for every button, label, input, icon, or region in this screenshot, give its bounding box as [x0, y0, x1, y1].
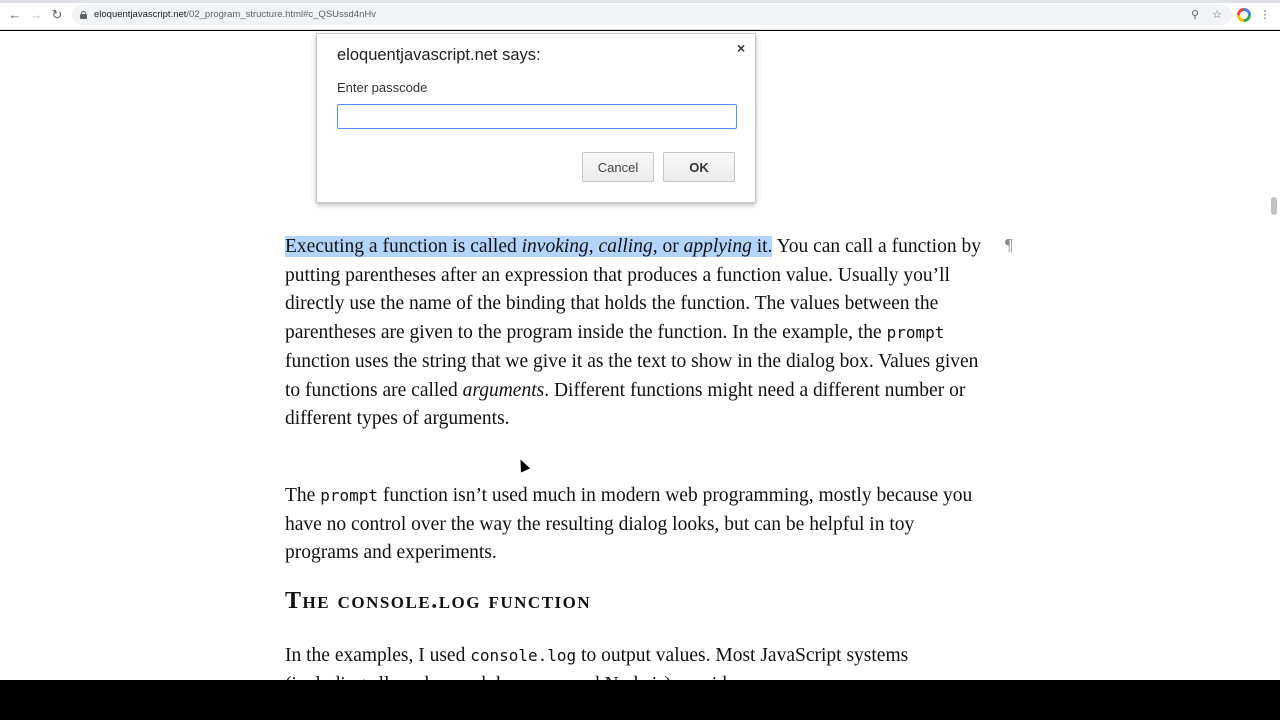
- reload-icon[interactable]: ↻: [51, 7, 63, 22]
- passcode-input[interactable]: [337, 104, 737, 129]
- letterbox-bar: [0, 680, 1280, 720]
- cancel-button[interactable]: Cancel: [582, 152, 654, 182]
- address-bar[interactable]: [72, 5, 1232, 25]
- paragraph-link-icon[interactable]: ¶: [1005, 235, 1013, 254]
- mouse-cursor: [516, 457, 530, 472]
- tab-strip-edge: [0, 0, 1280, 3]
- kebab-menu-icon[interactable]: ⋮: [1259, 9, 1271, 21]
- scrollbar[interactable]: [1268, 31, 1280, 680]
- lock-icon[interactable]: [80, 11, 87, 19]
- section-heading: The console.log function: [285, 588, 592, 614]
- dialog-title: eloquentjavascript.net says:: [337, 46, 541, 64]
- code-console-log: console.log: [470, 646, 577, 665]
- web-page: [0, 31, 1280, 680]
- term-calling: calling: [598, 236, 653, 257]
- ok-button[interactable]: OK: [663, 152, 735, 182]
- term-invoking: invoking: [521, 236, 589, 257]
- close-icon[interactable]: ×: [737, 40, 746, 56]
- zoom-icon[interactable]: ⚲: [1190, 9, 1200, 21]
- back-arrow-icon[interactable]: ←: [8, 7, 22, 22]
- code-prompt: prompt: [886, 323, 945, 343]
- bookmark-star-icon[interactable]: ☆: [1212, 9, 1222, 21]
- paragraph-prompt: The prompt function isn’t used much in modern web programming, mostly because you have no control over the way the resulting dialog looks, but can be helpful in toy programs and experiments.: [285, 485, 973, 564]
- code-prompt: prompt: [320, 486, 378, 505]
- forward-arrow-icon[interactable]: →: [29, 7, 43, 22]
- url-text[interactable]: [94, 8, 376, 22]
- scrollbar-thumb[interactable]: [1271, 197, 1277, 215]
- url-path: /02_program_structure.html#c_QSUssd4nHv: [186, 9, 376, 20]
- browser-toolbar: [0, 0, 1280, 30]
- paragraph-console-log: In the examples, I used console.log to output values. Most JavaScript systems: [285, 645, 909, 666]
- term-arguments: arguments: [462, 379, 545, 401]
- dialog-message: Enter passcode: [337, 80, 428, 95]
- url-host: eloquentjavascript.net: [94, 9, 187, 20]
- paragraph-invoking: Executing a function is called invoking, calling, or applying it. You can call a function by putting parentheses after an expression that produces a function value. Usually you’ll directly use the name of the binding that holds the function. The values between the parentheses are given to the program inside the function. In the example, the prompt function uses the string that we give it as the text to show in the dialog box. Values given to functions are called arguments. Different functions might need a different number or different types of arguments.: [285, 236, 981, 430]
- profile-avatar[interactable]: [1237, 8, 1251, 22]
- term-applying: applying: [683, 236, 752, 257]
- selected-text: Executing a function is called invoking, calling, or applying it.: [285, 236, 773, 257]
- prompt-dialog: [316, 33, 756, 203]
